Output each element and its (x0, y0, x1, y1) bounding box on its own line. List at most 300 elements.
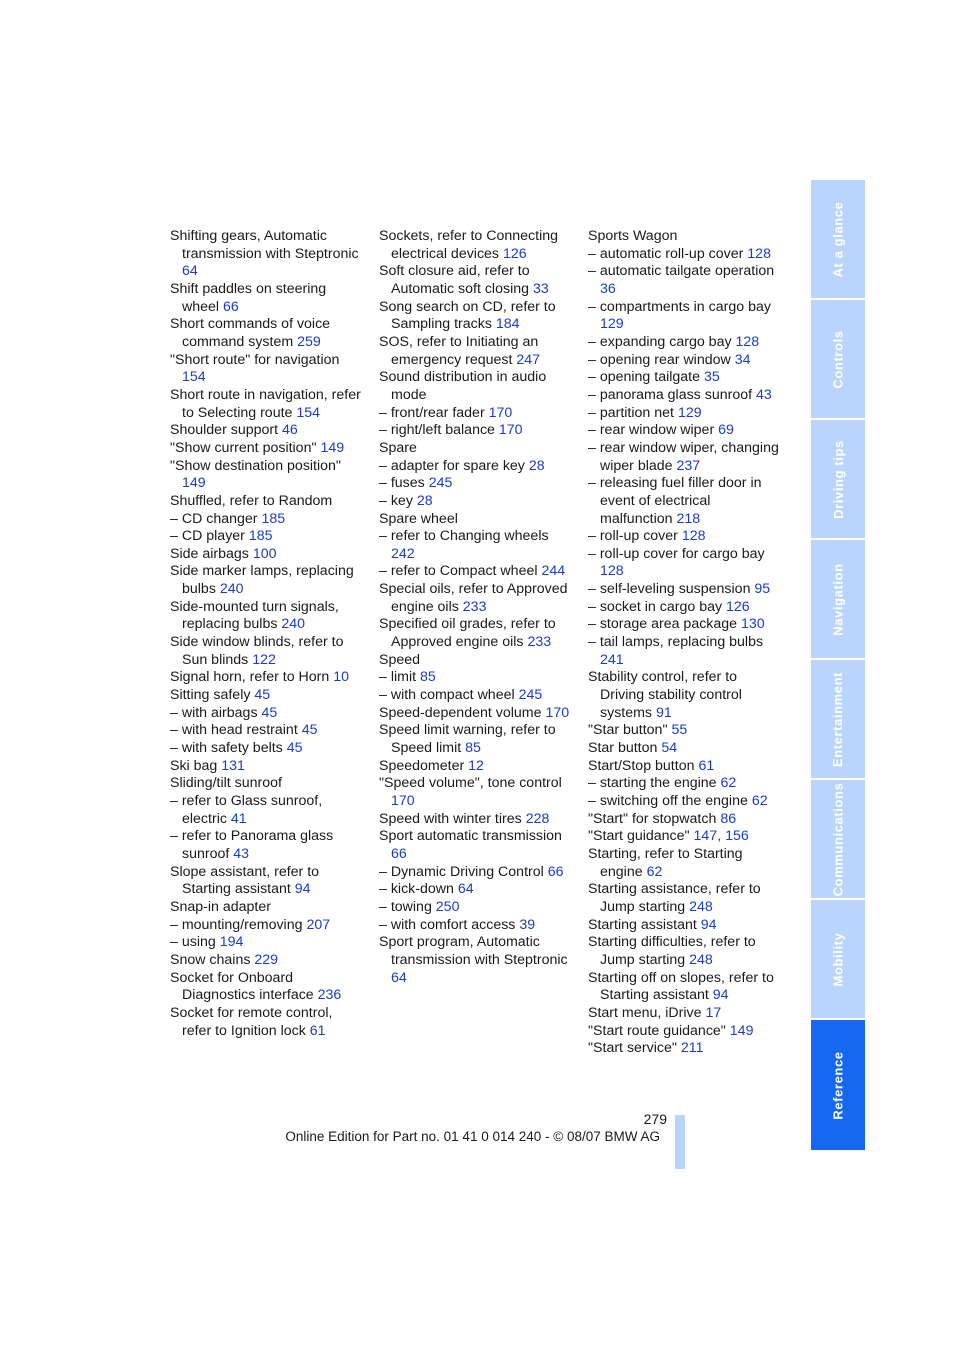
index-term: Speed (379, 651, 421, 668)
index-entry (379, 405, 574, 423)
page-link[interactable]: 147 (693, 828, 718, 845)
index-entry (170, 740, 365, 758)
index-entry (588, 634, 783, 669)
section-tab-label: Driving tips (830, 439, 846, 519)
index-entry (379, 899, 574, 917)
index-term: "Show destination position" (170, 457, 341, 474)
index-term: – automatic tailgate operation (588, 263, 775, 280)
page-link[interactable]: 185 (261, 510, 286, 527)
index-entry (588, 528, 783, 546)
index-term: "Star button" (588, 722, 668, 739)
page-link[interactable]: 45 (254, 687, 271, 704)
index-entry (588, 246, 783, 264)
page-link[interactable]: 41 (230, 810, 247, 827)
index-term: "Start" for stopwatch (588, 810, 717, 827)
page-link[interactable]: 185 (248, 528, 273, 545)
index-term: – refer to Panorama glass sunroof (170, 828, 334, 862)
page-link[interactable]: 248 (689, 898, 713, 915)
page-link[interactable]: 64 (391, 969, 407, 986)
index-entry (170, 546, 365, 564)
page-link[interactable]: 149 (320, 439, 345, 456)
index-entry (588, 669, 783, 722)
index-term: – opening tailgate (588, 369, 701, 386)
index-entry (588, 475, 783, 528)
page-link[interactable]: 248 (689, 951, 713, 968)
index-entry (170, 281, 365, 316)
section-tab[interactable] (811, 780, 865, 898)
index-entry (379, 299, 574, 334)
index-term: Speed limit warning, refer to Speed limit (379, 722, 556, 757)
index-term: Socket for Onboard Diagnostics interface (170, 969, 314, 1004)
index-term: – CD changer (170, 510, 258, 527)
index-term: Special oils, refer to Approved engine oils (379, 581, 568, 615)
index-entry (170, 705, 365, 723)
index-entry (588, 263, 783, 298)
page-link[interactable]: 128 (681, 528, 706, 545)
page-link[interactable]: 66 (223, 298, 239, 315)
page-link[interactable]: 64 (457, 881, 474, 898)
page-link[interactable]: 69 (718, 422, 734, 439)
index-term: Starting assistance, refer to Jump starting (588, 881, 761, 915)
index-entry (588, 775, 783, 793)
section-tab-label: Controls (830, 329, 846, 389)
index-term: Socket for remote control, refer to Ignition lock (170, 1004, 333, 1039)
index-entry (588, 599, 783, 617)
index-entry (588, 1023, 783, 1041)
index-term: – rear window wiper (588, 422, 715, 439)
index-term: SOS, refer to Initiating an emergency request (379, 333, 539, 368)
page-link[interactable]: 100 (252, 545, 277, 562)
index-entry (170, 775, 365, 793)
index-entry (379, 758, 574, 776)
index-term: Starting, refer to Starting engine (588, 845, 743, 880)
page-link[interactable]: 241 (600, 651, 624, 668)
index-entry (170, 228, 365, 281)
page-link[interactable]: 126 (502, 245, 527, 262)
page-link[interactable]: 129 (677, 404, 702, 421)
page-link[interactable]: 130 (741, 616, 765, 633)
index-term: Slope assistant, refer to Starting assistant (170, 863, 320, 898)
index-term: "Show current position" (170, 439, 317, 456)
page-link[interactable]: 28 (528, 457, 545, 474)
page-link[interactable]: 34 (734, 351, 751, 368)
index-entry (379, 493, 574, 511)
index-entry (588, 758, 783, 776)
index-term: Side airbags (170, 545, 249, 562)
page-link[interactable]: 233 (462, 598, 487, 615)
index-term: Sliding/tilt sunroof (170, 775, 282, 792)
index-entry (588, 1040, 783, 1058)
index-term: – automatic roll-up cover (588, 245, 744, 262)
index-entry (588, 440, 783, 475)
index-entry (588, 405, 783, 423)
index-term: – Dynamic Driving Control (379, 863, 544, 880)
index-term: Sport automatic transmission (379, 828, 562, 845)
page-link[interactable]: 154 (182, 369, 206, 386)
page-link[interactable]: 45 (301, 722, 318, 739)
page-link[interactable]: 131 (221, 757, 245, 774)
section-tabs (811, 180, 865, 1152)
index-entry (170, 563, 365, 598)
index-term: Shift paddles on steering wheel (170, 280, 327, 315)
index-term: – with head restraint (170, 722, 298, 739)
page-link[interactable]: 245 (428, 475, 453, 492)
index-term: Short commands of voice command system (170, 316, 331, 350)
page-link[interactable]: 35 (703, 369, 720, 386)
index-entry (170, 970, 365, 1005)
index-entry (170, 458, 365, 493)
footer-accent-bar (675, 1115, 685, 1169)
index-entry (588, 422, 783, 440)
page-link[interactable]: 128 (600, 563, 624, 580)
index-term: Side window blinds, refer to Sun blinds (170, 634, 344, 668)
page-link[interactable]: 122 (252, 651, 276, 668)
index-entry (379, 369, 574, 404)
section-tab-label: Communications (830, 782, 846, 896)
index-entry (379, 334, 574, 369)
index-term: – releasing fuel filler door in event of electrical malfunction (588, 475, 762, 527)
page-link[interactable]: 66 (547, 863, 564, 880)
page-link[interactable]: 94 (712, 987, 729, 1004)
page-link[interactable]: 240 (219, 581, 244, 598)
index-term: – opening rear window (588, 351, 731, 368)
section-tab[interactable] (811, 420, 865, 538)
index-term: Song search on CD, refer to Sampling tracks (379, 298, 556, 333)
index-entry (379, 616, 574, 651)
index-entry (170, 899, 365, 917)
index-term: Snow chains (170, 951, 251, 968)
index-entry (170, 440, 365, 458)
index-entry (170, 669, 365, 687)
index-term: – fuses (379, 475, 425, 492)
index-entry (588, 352, 783, 370)
page-link[interactable]: 154 (296, 404, 321, 421)
index-entry (588, 970, 783, 1005)
index-entry (588, 1005, 783, 1023)
page-link[interactable]: 91 (655, 704, 672, 721)
index-entry (379, 917, 574, 935)
index-term: – with airbags (170, 704, 258, 721)
section-tab-label: Mobility (830, 932, 846, 986)
index-term: – self-leveling suspension (588, 581, 751, 598)
index-entry (170, 828, 365, 863)
page-link[interactable]: 207 (306, 916, 331, 933)
index-term: – key (379, 492, 413, 509)
page-link[interactable]: 95 (754, 581, 771, 598)
index-entry (379, 775, 574, 810)
page-link[interactable]: 62 (720, 775, 737, 792)
index-term: Start menu, iDrive (588, 1004, 702, 1021)
index-term: – front/rear fader (379, 404, 485, 421)
index-entry (170, 864, 365, 899)
index-term: – storage area package (588, 616, 738, 633)
index-entry (170, 511, 365, 529)
page-link[interactable]: 170 (488, 404, 513, 421)
index-term: Star button (588, 740, 658, 757)
page-link[interactable]: 45 (286, 740, 303, 757)
page-link[interactable]: 85 (465, 740, 481, 757)
index-term: Specified oil grades, refer to Approved engine oils (379, 616, 556, 651)
index-column-3 (588, 228, 783, 1058)
index-entry (588, 616, 783, 634)
index-term: Side-mounted turn signals, replacing bulbs (170, 598, 339, 633)
index-term: – panorama glass sunroof (588, 386, 753, 403)
index-term: – refer to Glass sunroof, electric (170, 793, 323, 827)
index-term: – expanding cargo bay (588, 333, 732, 350)
page-link[interactable]: 170 (545, 704, 570, 721)
page-link[interactable]: 245 (518, 687, 543, 704)
index-term: Shifting gears, Automatic transmission with Steptronic (170, 228, 359, 262)
page-link[interactable]: 10 (333, 669, 350, 686)
index-entry (170, 528, 365, 546)
page-number: 279 (643, 1111, 667, 1127)
index-term: Spare wheel (379, 510, 458, 527)
index-term: – using (170, 934, 216, 951)
index-entry (588, 387, 783, 405)
index-entry (588, 846, 783, 881)
index-term: – mounting/removing (170, 916, 303, 933)
index-entry (379, 422, 574, 440)
page-link[interactable]: 39 (519, 916, 536, 933)
page-link[interactable]: 94 (700, 916, 717, 933)
index-term: – adapter for spare key (379, 457, 525, 474)
page-link[interactable]: 237 (676, 457, 701, 474)
page-link[interactable]: 94 (294, 881, 311, 898)
index-entry (588, 546, 783, 581)
page-link[interactable]: 129 (600, 316, 624, 333)
index-entry (170, 687, 365, 705)
page-link[interactable]: 170 (391, 793, 415, 809)
index-entry (170, 917, 365, 935)
index-entry (588, 917, 783, 935)
edition-note: Online Edition for Part no. 01 41 0 014 240 - © 08/07 BMW AG (285, 1129, 660, 1144)
index-entry (170, 634, 365, 669)
index-entry (379, 934, 574, 987)
page-link[interactable]: 247 (516, 351, 541, 368)
index-term: Speed with winter tires (379, 810, 522, 827)
index-term: Stability control, refer to Driving stability control systems (588, 669, 742, 721)
page-link[interactable]: 12 (468, 757, 484, 774)
index-term: Soft closure aid, refer to Automatic soft closing (379, 263, 530, 297)
index-entry (379, 864, 574, 882)
page-link[interactable]: 61 (698, 757, 715, 774)
page-link[interactable]: 54 (661, 740, 678, 757)
index-entry (379, 475, 574, 493)
index-entry (379, 881, 574, 899)
index-term: "Start service" (588, 1040, 677, 1057)
page-link[interactable]: 149 (729, 1022, 754, 1039)
index-term: Snap-in adapter (170, 898, 271, 915)
index-term: Signal horn, refer to Horn (170, 669, 330, 686)
index-term: Sockets, refer to Connecting electrical devices (379, 228, 559, 262)
page-link[interactable]: 128 (747, 245, 771, 262)
index-entry (379, 652, 574, 670)
index-entry (588, 334, 783, 352)
index-entry (379, 458, 574, 476)
index-entry (379, 687, 574, 705)
index-term: Starting off on slopes, refer to Starting assistant (588, 969, 774, 1004)
page-link[interactable]: 46 (282, 422, 298, 439)
page-link[interactable]: 43 (756, 386, 772, 403)
index-entry (588, 228, 783, 246)
section-tab-label: Reference (830, 1050, 846, 1120)
page-link[interactable]: 184 (495, 316, 520, 333)
index-term: Speedometer (379, 757, 465, 774)
index-term: – limit (379, 669, 417, 686)
index-term: Shuffled, refer to Random (170, 492, 333, 509)
index-entry (588, 581, 783, 599)
index-entry (379, 722, 574, 757)
page-link[interactable]: 128 (735, 333, 760, 350)
index-term: – refer to Changing wheels (379, 528, 549, 545)
page-link[interactable]: 250 (435, 898, 460, 915)
section-tab[interactable] (811, 660, 865, 778)
index-term: – right/left balance (379, 422, 495, 439)
index-entry (379, 263, 574, 298)
index-entry (379, 528, 574, 563)
index-entry (170, 793, 365, 828)
index-term: – kick-down (379, 881, 454, 898)
index-entry (379, 705, 574, 723)
page-link[interactable]: 61 (309, 1022, 326, 1039)
index-term: – starting the engine (588, 775, 717, 792)
index-column-1 (170, 228, 365, 1040)
section-tab[interactable] (811, 900, 865, 1018)
page-link[interactable]: 126 (726, 598, 750, 615)
page-link[interactable]: 36 (600, 280, 616, 297)
page-link[interactable]: 194 (219, 934, 244, 951)
index-column-2 (379, 228, 574, 987)
index-term: Starting assistant (588, 916, 697, 933)
page-link[interactable]: 236 (317, 987, 342, 1004)
index-term: – switching off the engine (588, 793, 748, 809)
index-entry (588, 881, 783, 916)
index-term: Spare (379, 439, 417, 456)
index-entry (170, 952, 365, 970)
page-link[interactable]: 55 (671, 722, 688, 739)
index-term: – towing (379, 898, 432, 915)
index-term: Shoulder support (170, 422, 279, 439)
section-tab[interactable] (811, 180, 865, 298)
index-term: Sports Wagon (588, 228, 678, 244)
page-link[interactable]: 62 (646, 863, 663, 880)
index-term: Start/Stop button (588, 757, 695, 774)
page-link[interactable]: 64 (182, 263, 198, 280)
section-tab-label: Navigation (830, 562, 846, 636)
index-entry (379, 563, 574, 581)
index-term: Short route in navigation, refer to Selecting route (170, 386, 361, 421)
page-link[interactable]: 259 (297, 333, 321, 350)
index-entry (379, 811, 574, 829)
page-link[interactable]: 43 (233, 845, 250, 862)
index-term: Starting difficulties, refer to Jump starting (588, 934, 756, 968)
page-link[interactable]: 149 (182, 475, 206, 492)
index-term: Ski bag (170, 757, 218, 774)
index-term: – rear window wiper, changing wiper blade (588, 439, 779, 474)
index-entry (170, 422, 365, 440)
index-entry (588, 934, 783, 969)
section-tab-label: At a glance (830, 201, 846, 277)
index-entry (170, 352, 365, 387)
index-entry (170, 493, 365, 511)
index-entry (170, 599, 365, 634)
page-link[interactable]: 233 (527, 634, 552, 651)
page-link[interactable]: 240 (281, 616, 306, 633)
index-entry: "Start guidance" 147, 156 (588, 828, 749, 845)
page-link[interactable]: 17 (705, 1004, 722, 1021)
index-entry (170, 758, 365, 776)
index-term: – tail lamps, replacing bulbs (588, 634, 764, 651)
section-tab[interactable] (811, 300, 865, 418)
page-link[interactable]: 62 (751, 793, 768, 809)
page-link[interactable]: 85 (420, 669, 436, 686)
index-term: – roll-up cover (588, 528, 678, 545)
page-link[interactable]: 229 (254, 951, 279, 968)
page-link[interactable]: 33 (532, 280, 549, 297)
index-entry (588, 740, 783, 758)
index-term: – CD player (170, 528, 245, 545)
index-entry (379, 440, 574, 458)
index-entry (588, 811, 783, 829)
index-entry (379, 828, 574, 863)
index-term: Speed-dependent volume (379, 704, 542, 721)
index-term: – with safety belts (170, 740, 283, 757)
page-link[interactable]: 86 (720, 810, 737, 827)
index-entry (170, 387, 365, 422)
index-entry (379, 511, 574, 529)
index-term: – with comfort access (379, 916, 516, 933)
page-link[interactable]: 228 (525, 810, 550, 827)
index-term: – with compact wheel (379, 687, 515, 704)
index-term: – roll-up cover for cargo bay (588, 545, 765, 562)
index-term: "Start route guidance" (588, 1022, 726, 1039)
page-link[interactable]: 156 (725, 828, 749, 845)
index-entry (170, 722, 365, 740)
page-link[interactable]: 218 (676, 510, 701, 527)
index-term: Sport program, Automatic transmission with Steptronic (379, 934, 568, 968)
index-entry (588, 369, 783, 387)
index-term: Sound distribution in audio mode (379, 369, 547, 403)
section-tab[interactable] (811, 540, 865, 658)
index-entry (170, 934, 365, 952)
page-link[interactable]: 28 (416, 492, 433, 509)
index-term: – compartments in cargo bay (588, 298, 771, 315)
index-entry (379, 228, 574, 263)
index-term: – partition net (588, 404, 674, 421)
index-entry (170, 1005, 365, 1040)
section-tab[interactable] (811, 1020, 865, 1150)
index-entry (379, 581, 574, 616)
index-entry (588, 722, 783, 740)
page-link[interactable]: 170 (498, 422, 523, 439)
index-term: "Speed volume", tone control (379, 775, 562, 792)
page-link[interactable]: 242 (391, 545, 415, 562)
index-entry (588, 299, 783, 334)
index-term: "Start guidance" (588, 828, 690, 845)
index-entry (379, 669, 574, 687)
index-term: Sitting safely (170, 687, 251, 704)
index-term: Side marker lamps, replacing bulbs (170, 563, 354, 598)
index-term: "Short route" for navigation (170, 351, 340, 368)
page-link[interactable]: 45 (261, 704, 278, 721)
page-link[interactable]: 66 (391, 845, 407, 862)
index-entry (170, 316, 365, 351)
index-term: – socket in cargo bay (588, 598, 723, 615)
page-link[interactable]: 211 (680, 1040, 704, 1057)
page-link[interactable]: 244 (541, 563, 566, 580)
section-tab-label: Entertainment (830, 671, 846, 767)
index-entry (588, 793, 783, 811)
